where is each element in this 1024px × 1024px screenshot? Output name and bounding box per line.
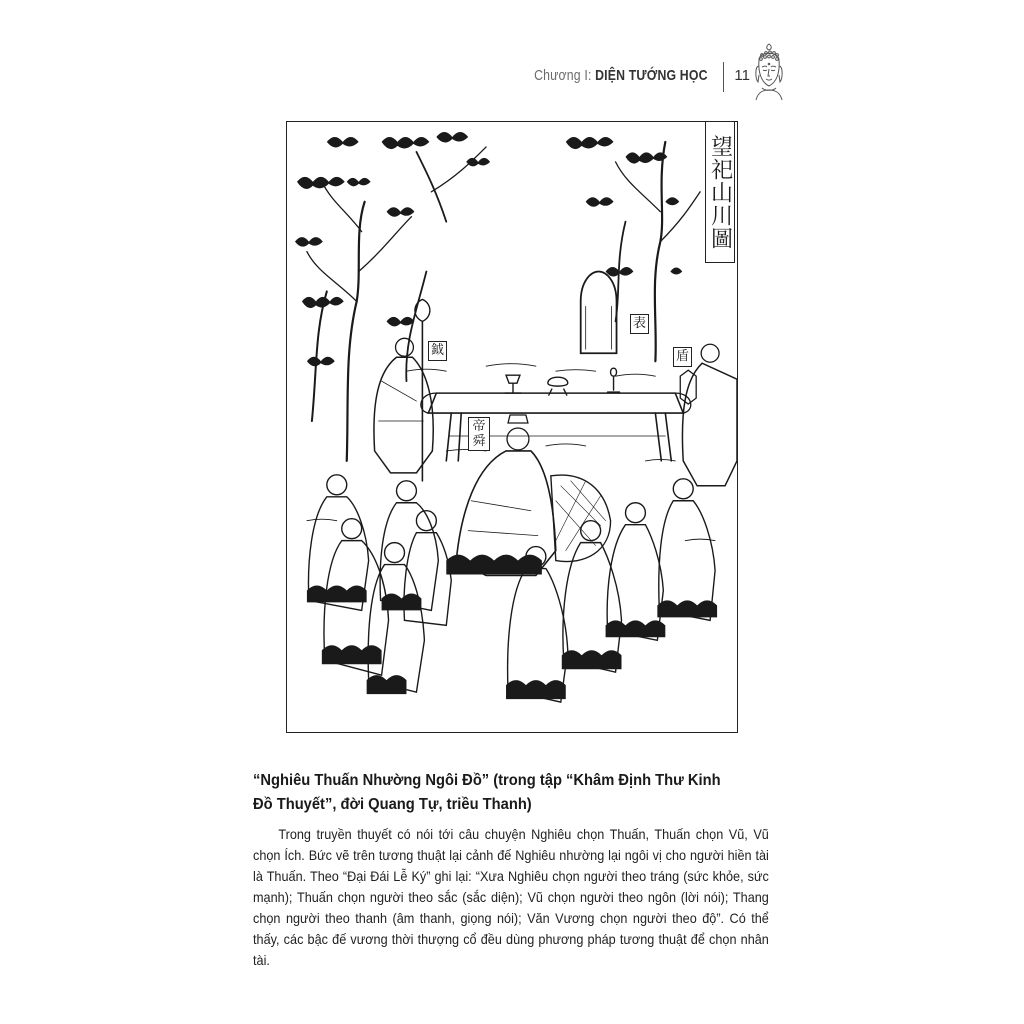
figure-caption: “Nghiêu Thuấn Nhường Ngôi Đồ” (trong tập “Khâm Định Thư Kinh Đồ Thuyết”, đời Quang Tự, triều Thanh) — [253, 772, 721, 813]
guard-with-axe — [374, 299, 433, 480]
illustration-title: 望祀山川圖 — [705, 122, 735, 263]
label-emperor: 帝舜 — [468, 417, 490, 451]
ground-hatching — [307, 364, 715, 541]
ritual-vessels — [505, 368, 619, 395]
woodblock-illustration — [286, 121, 738, 733]
chapter-title: DIỆN TƯỚNG HỌC — [595, 67, 708, 84]
body-paragraph: Trong truyền thuyết có nói tới câu chuyện Nghiêu chọn Thuấn, Thuấn chọn Vũ, Vũ chọn Ích. Bức vẽ trên tương thuật lại cảnh đế Nghiêu nhường lại ngôi vị cho người hiền tài là Thuấn. Theo “Đại Đái Lễ Ký” ghi lại: “Xưa Nghiêu chọn người theo tráng (sức khỏe, sức mạnh); Thuấn chọn người theo sắc (sắc diện); Vũ chọn người theo ngôn (lời nói); Thang chọn người theo thanh (âm thanh, giọng nói); Văn Vương chọn người theo độ”. Có thể thấy, các bậc đế vương thời thượng cổ đều dùng phương pháp tương thuật để chọn nhân tài. — [253, 826, 769, 968]
header-divider — [723, 62, 724, 92]
label-shield: 盾 — [673, 347, 692, 367]
tree-left-foliage — [295, 132, 490, 366]
page-header — [534, 62, 790, 98]
altar-table — [421, 393, 691, 461]
page-number: 11 — [734, 67, 750, 84]
emperor-robe-hem — [446, 555, 542, 575]
ceremony-scene — [287, 122, 737, 732]
chapter-prefix: Chương I: — [534, 67, 596, 84]
tree-right — [616, 142, 701, 361]
chapter-heading — [534, 67, 708, 84]
buddha-head-icon — [748, 42, 790, 102]
label-marker: 表 — [630, 314, 649, 334]
officials-right-hems — [506, 600, 717, 699]
label-axe: 鉞 — [428, 341, 447, 361]
tree-right-foliage — [566, 137, 682, 277]
